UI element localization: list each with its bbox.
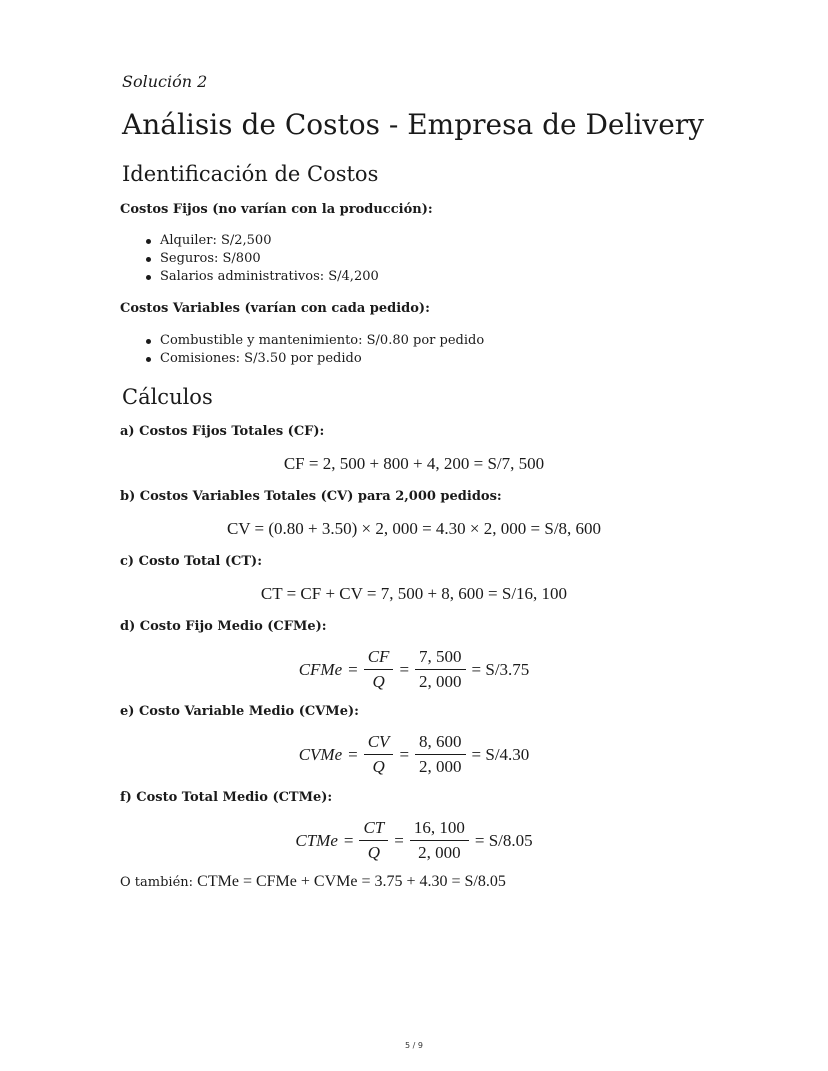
solution-label: Solución 2 [122, 72, 208, 91]
equation-cvme: CVMe = $\frac{CV}{Q}$ = $\frac{8, 600}{2, 000}$ = S/4.30 [298, 732, 530, 776]
equation-ctme: CTMe = $\frac{CT}{Q}$ = $\frac{16, 100}{2, 000}$ = S/8.05 [295, 818, 533, 862]
equation-cf: CF = 2, 500 + 800 + 4, 200 = S/7, 500 [283, 454, 545, 473]
calc-c-label: c) Costo Total (CT): [120, 554, 262, 569]
note-prefix: O también: [120, 875, 194, 890]
equation-ct: CT = CF + CV = 7, 500 + 8, 600 = S/16, 100 [260, 584, 568, 603]
variable-costs-list [120, 332, 484, 368]
calc-e-label: e) Costo Variable Medio (CVMe): [120, 704, 359, 719]
alternative-note [120, 873, 506, 891]
calc-d-label: d) Costo Fijo Medio (CFMe): [120, 619, 327, 634]
list-item: Comisiones: S/3.50 por pedido [120, 350, 484, 368]
page-number: 5 / 9 [405, 1041, 423, 1050]
variable-costs-label: Costos Variables (varían con cada pedido): [120, 301, 430, 316]
list-item: Seguros: S/800 [120, 250, 379, 268]
eq-result: = S/3.75 [471, 659, 530, 679]
calc-a-label: a) Costos Fijos Totales (CF): [120, 424, 325, 439]
page-title: Análisis de Costos - Empresa de Delivery [122, 108, 704, 141]
eq-lhs: CTMe [295, 830, 338, 850]
list-item: Salarios administrativos: S/4,200 [120, 268, 379, 286]
calc-b-label: b) Costos Variables Totales (CV) para 2,000 pedidos: [120, 489, 502, 504]
list-item: Alquiler: S/2,500 [120, 232, 379, 250]
equation-cfme: CFMe = $\frac{CF}{Q}$ = $\frac{7, 500}{2, 000}$ = S/3.75 [298, 647, 530, 691]
equation-cv: CV = (0.80 + 3.50) × 2, 000 = 4.30 × 2, 000 = S/8, 600 [226, 519, 602, 538]
eq-lhs: CFMe [298, 659, 343, 679]
note-equation: CTMe = CFMe + CVMe = 3.75 + 4.30 = S/8.05 [197, 873, 506, 890]
fixed-costs-list [120, 232, 379, 286]
eq-result: = S/4.30 [471, 744, 530, 764]
heading-identificacion: Identificación de Costos [122, 162, 379, 186]
eq-lhs: CVMe [298, 744, 343, 764]
list-item: Combustible y mantenimiento: S/0.80 por pedido [120, 332, 484, 350]
heading-calculos: Cálculos [122, 385, 213, 409]
eq-result: = S/8.05 [474, 830, 533, 850]
calc-f-label: f) Costo Total Medio (CTMe): [120, 790, 333, 805]
fixed-costs-label: Costos Fijos (no varían con la producción): [120, 202, 433, 217]
